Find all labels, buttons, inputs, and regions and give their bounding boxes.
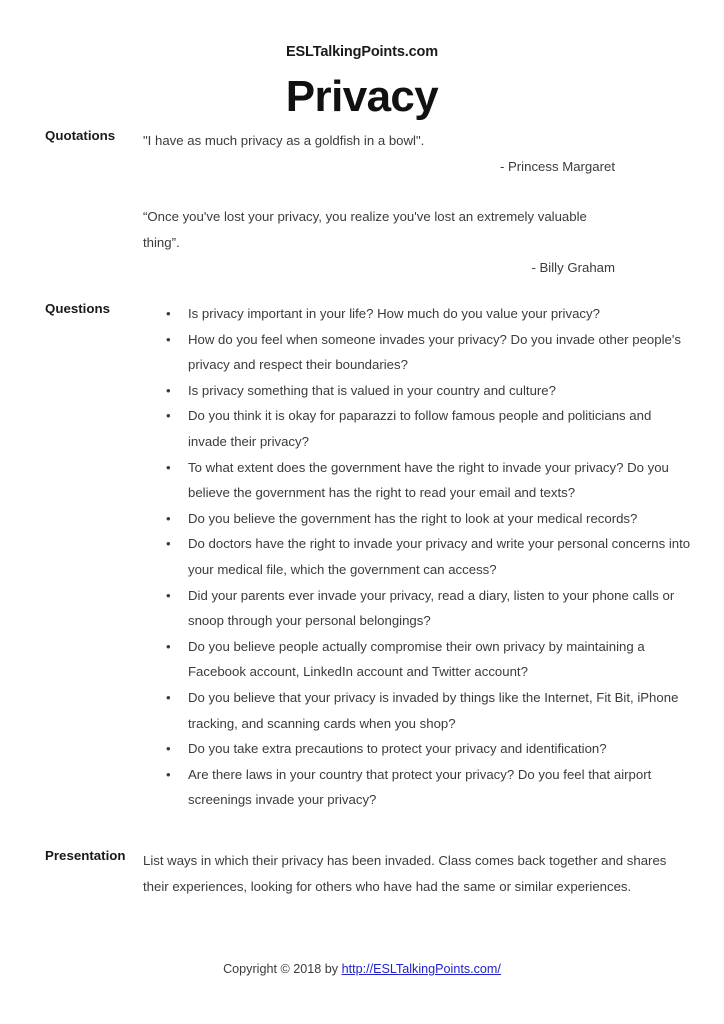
quotation-spacer bbox=[143, 179, 691, 204]
bullet-icon: • bbox=[166, 306, 171, 321]
bullet-icon: • bbox=[166, 459, 171, 475]
question-item bbox=[143, 378, 691, 404]
question-text: Are there laws in your country that protect your privacy? Do you feel that airport screenings invade your privacy? bbox=[188, 766, 652, 808]
question-item bbox=[143, 327, 691, 378]
bullet-icon: • bbox=[166, 741, 171, 757]
site-name-header: ESLTalkingPoints.com bbox=[286, 44, 438, 60]
question-item bbox=[143, 762, 691, 813]
copyright-text: Copyright © 2018 by bbox=[223, 962, 342, 976]
question-item bbox=[143, 506, 691, 532]
question-item bbox=[143, 685, 691, 736]
quotation-attribution-1: - Princess Margaret bbox=[499, 158, 615, 174]
question-text: Do you believe the government has the right to look at your medical records? bbox=[188, 510, 638, 526]
question-item bbox=[143, 634, 691, 685]
bullet-icon: • bbox=[166, 408, 171, 424]
question-item bbox=[143, 531, 691, 582]
question-text: Is privacy something that is valued in your country and culture? bbox=[188, 382, 556, 398]
footer-link[interactable]: http://ESLTalkingPoints.com/ bbox=[341, 962, 501, 976]
bullet-icon: • bbox=[166, 536, 171, 552]
bullet-icon: • bbox=[166, 510, 171, 526]
question-text: Do you believe that your privacy is invaded by things like the Internet, Fit Bit, iPhone tracking, and scanning cards when you shop? bbox=[188, 689, 679, 731]
question-text: How do you feel when someone invades your privacy? Do you invade other people's privacy and respect their boundaries? bbox=[188, 331, 681, 373]
questions-list bbox=[143, 301, 691, 813]
question-text: Is privacy important in your life? How much do you value your privacy? bbox=[188, 306, 600, 321]
page-title: Privacy bbox=[285, 72, 439, 121]
questions-body bbox=[143, 301, 691, 813]
presentation-body bbox=[143, 848, 691, 899]
bullet-icon: • bbox=[166, 766, 171, 782]
question-item bbox=[143, 455, 691, 506]
quotation-text-1: "I have as much privacy as a goldfish in a bowl". bbox=[143, 133, 425, 148]
quotation-text-2: “Once you've lost your privacy, you realize you've lost an extremely valuable thing”. bbox=[143, 209, 587, 250]
question-text: Do doctors have the right to invade your privacy and write your personal concerns into your medical file, which the government can access? bbox=[188, 536, 691, 577]
bullet-icon: • bbox=[166, 382, 171, 398]
question-text: Did your parents ever invade your privacy, read a diary, listen to your phone calls or snoop through your personal belongings? bbox=[188, 587, 675, 629]
bullet-icon: • bbox=[166, 587, 171, 603]
questions-label: Questions bbox=[45, 301, 111, 316]
question-item bbox=[143, 403, 691, 454]
quotation-attribution-2: - Billy Graham bbox=[531, 260, 615, 275]
bullet-icon: • bbox=[166, 689, 171, 705]
question-item bbox=[143, 736, 691, 762]
presentation-text: List ways in which their privacy has been invaded. Class comes back together and shares their experiences, looking for others who have had the same or similar experiences. bbox=[143, 853, 667, 894]
quotations-label: Quotations bbox=[45, 128, 116, 143]
question-text: Do you believe people actually compromise their own privacy by maintaining a Facebook account, LinkedIn account and Twitter account? bbox=[188, 638, 645, 680]
question-text: To what extent does the government have the right to invade your privacy? Do you believe the government has the right to read your email and texts? bbox=[188, 459, 669, 501]
question-item bbox=[143, 583, 691, 634]
bullet-icon: • bbox=[166, 638, 171, 654]
presentation-label: Presentation bbox=[45, 848, 126, 863]
question-text: Do you think it is okay for paparazzi to follow famous people and politicians and invade their privacy? bbox=[188, 408, 652, 449]
quotations-body bbox=[143, 128, 691, 281]
footer bbox=[0, 962, 724, 976]
question-item bbox=[143, 301, 691, 327]
question-text: Do you take extra precautions to protect your privacy and identification? bbox=[188, 741, 607, 757]
bullet-icon: • bbox=[166, 331, 171, 347]
